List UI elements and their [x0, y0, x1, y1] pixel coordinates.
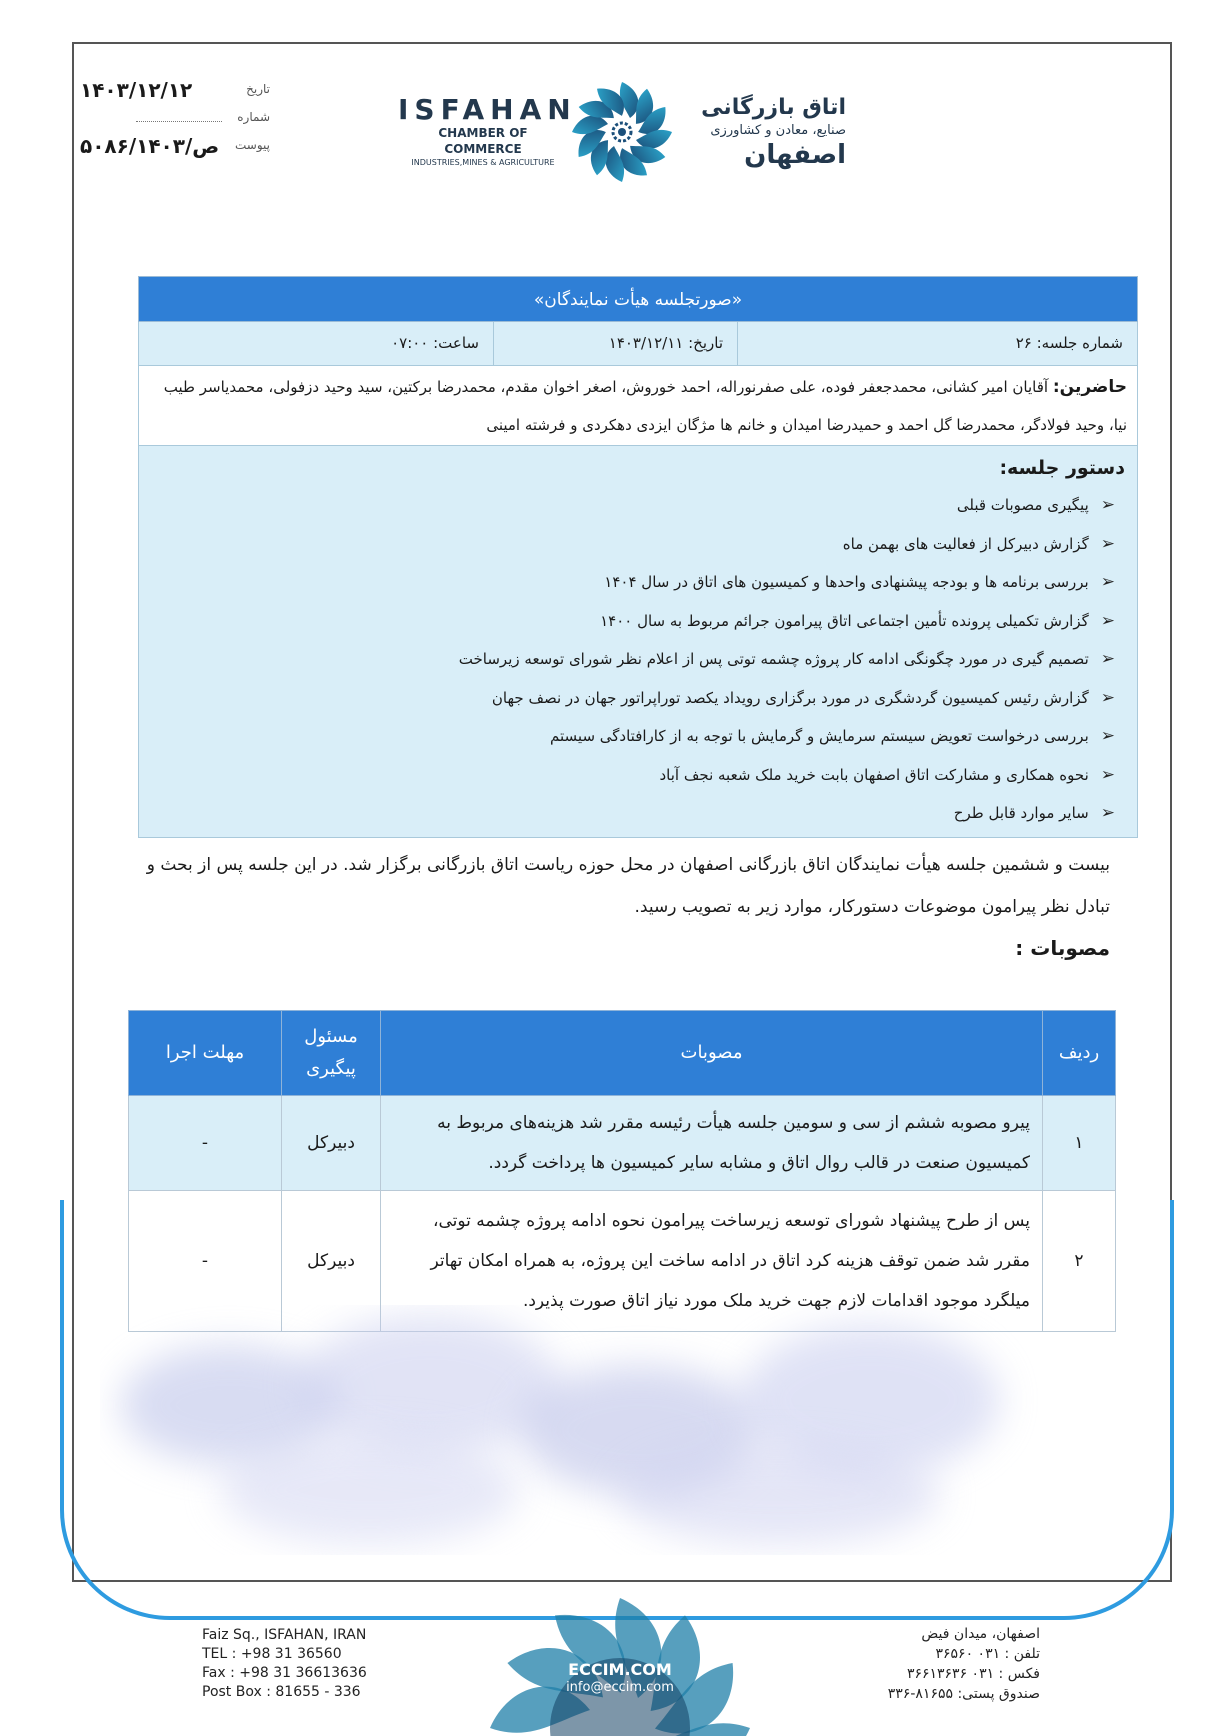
- letter-meta: [80, 78, 270, 162]
- footer-website[interactable]: ECCIM.COM: [568, 1660, 672, 1679]
- agenda-item: [151, 679, 1115, 718]
- dotted-line: [136, 121, 222, 122]
- col-deadline: مهلت اجرا: [129, 1011, 282, 1096]
- redacted-signatures: [100, 1305, 1100, 1555]
- arrow-bullet-icon: ➢: [1100, 649, 1115, 669]
- approval-owner: دبیرکل: [282, 1191, 381, 1332]
- agenda-item: [151, 563, 1115, 602]
- footer-fa-fax: فکس : ۰۳۱ ۳۶۶۱۳۶۳۶: [906, 1666, 1040, 1682]
- approval-text: پیرو مصوبه ششم از سی و سومین جلسه هیأت رئیسه مقرر شد هزینه‌های مربوط به کمیسیون صنعت در قالب روال اتاق و مشابه سایر کمیسیون ها پرداخت گردد.: [381, 1096, 1043, 1191]
- footer-fa-address: اصفهان، میدان فیض: [921, 1626, 1040, 1642]
- table-header-row: [129, 1011, 1116, 1096]
- footer-english-contact: [202, 1626, 367, 1702]
- blur-blob: [220, 1435, 520, 1545]
- col-owner: مسئول پیگیری: [282, 1011, 381, 1096]
- chamber-logo-icon: [568, 78, 676, 186]
- footer-fa-pobox: صندوق پستی: ۸۱۶۵۵-۳۳۶: [887, 1686, 1040, 1702]
- agenda-item: [151, 640, 1115, 679]
- logo-english: [398, 93, 577, 169]
- intro-paragraph: بیست و ششمین جلسه هیأت نمایندگان اتاق بازرگانی اصفهان در محل حوزه ریاست اتاق بازرگانی برگزار شد. در این جلسه پس از بحث و تبادل نظر پیرامون موضوعات دستورکار، موارد زیر به تصویب رسید.: [146, 855, 1110, 917]
- row-number: ۱: [1043, 1096, 1116, 1191]
- number-row: [80, 106, 270, 134]
- agenda-item: [151, 794, 1115, 833]
- number-label: شماره: [237, 110, 270, 124]
- approvals-heading: مصوبات :: [1015, 936, 1110, 960]
- agenda-title: دستور جلسه:: [999, 457, 1125, 479]
- agenda-item: [151, 756, 1115, 795]
- date-row: [80, 78, 270, 106]
- agenda-item-text: نحوه همکاری و مشارکت اتاق اصفهان بابت خرید ملک شعبه نجف آباد: [659, 765, 1089, 784]
- col-row-number: ردیف: [1043, 1011, 1116, 1096]
- arrow-bullet-icon: ➢: [1100, 495, 1115, 515]
- logo-fa-line2: صنایع، معادن و کشاورزی: [710, 123, 846, 138]
- approvals-table: [128, 1010, 1116, 1332]
- footer-fa-tel: تلفن : ۰۳۱ ۳۶۵۶۰: [935, 1646, 1040, 1662]
- agenda-item-text: بررسی برنامه ها و بودجه پیشنهادی واحدها و کمیسیون های اتاق در سال ۱۴۰۴: [604, 573, 1089, 591]
- arrow-bullet-icon: ➢: [1100, 803, 1115, 823]
- session-time: ساعت: ۰۷:۰۰: [391, 334, 479, 352]
- agenda-list: [151, 486, 1125, 833]
- attendees-text: آقایان امیر کشانی، محمدجعفر فوده، علی صفرنوراله، احمد خوروش، اصغر اخوان مقدم، محمدرضا برکتین، سید وحید دزفولی، محمدیاسر طیب نیا، وحید فولادگر، محمدرضا گل احمد و حمیدرضا امیدان و خانم ها مژگان ایزدی دهکردی و فرشته امینی: [163, 378, 1127, 434]
- logo-fa-line1: اتاق بازرگانی: [701, 95, 846, 120]
- agenda: [138, 446, 1138, 838]
- session-info-row: [138, 322, 1138, 366]
- attendees-label: حاضرین:: [1052, 377, 1127, 397]
- agenda-item: [151, 486, 1115, 525]
- agenda-item-text: پیگیری مصوبات قبلی: [956, 496, 1089, 514]
- footer-center-emblem: [450, 1588, 790, 1736]
- date-label: تاریخ: [246, 82, 270, 96]
- logo-persian: [676, 94, 846, 170]
- session-box: [138, 276, 1138, 838]
- arrow-bullet-icon: ➢: [1100, 764, 1115, 785]
- col-approvals: مصوبات: [381, 1011, 1043, 1096]
- footer-en-pobox: Post Box : 81655 - 336: [202, 1684, 361, 1700]
- number-value: ۵۰۸۶/ص/۱۴۰۳: [80, 134, 220, 158]
- attachment-row: [80, 134, 270, 162]
- arrow-bullet-icon: ➢: [1100, 572, 1115, 592]
- footer-email[interactable]: info@eccim.com: [566, 1680, 674, 1695]
- agenda-item-text: گزارش دبیرکل از فعالیت های بهمن ماه: [842, 534, 1089, 553]
- agenda-item-text: تصمیم گیری در مورد چگونگی ادامه کار پروژه چشمه توتی پس از اعلام نظر شورای توسعه زیرساخت: [458, 650, 1089, 668]
- footer-en-tel: TEL : +98 31 36560: [202, 1646, 342, 1662]
- footer-persian-contact: [820, 1624, 1040, 1704]
- logo-en-line1: ISFAHAN: [398, 93, 577, 126]
- agenda-item-text: گزارش تکمیلی پرونده تأمین اجتماعی اتاق پیرامون جرائم مربوط به سال ۱۴۰۰: [600, 611, 1089, 630]
- session-date: تاریخ: ۱۴۰۳/۱۲/۱۱: [493, 322, 737, 365]
- session-number: شماره جلسه: ۲۶: [737, 322, 1137, 365]
- agenda-item: [151, 717, 1115, 756]
- footer-en-fax: Fax : +98 31 36613636: [202, 1665, 367, 1681]
- arrow-bullet-icon: ➢: [1100, 533, 1115, 554]
- arrow-bullet-icon: ➢: [1100, 610, 1115, 631]
- session-title: «صورتجلسه هیأت نمایندگان»: [138, 276, 1138, 322]
- footer-en-address: Faiz Sq., ISFAHAN, IRAN: [202, 1627, 367, 1643]
- agenda-item-text: بررسی درخواست تعویض سیستم سرمایش و گرمایش با توجه به از کارافتادگی سیستم: [550, 727, 1089, 745]
- approval-owner: دبیرکل: [282, 1096, 381, 1191]
- blur-blob: [620, 1445, 940, 1545]
- attachment-label: پیوست: [235, 138, 270, 152]
- table-row: [129, 1096, 1116, 1191]
- agenda-item-text: سایر موارد قابل طرح: [953, 804, 1089, 822]
- arrow-bullet-icon: ➢: [1100, 687, 1115, 708]
- agenda-item: [151, 525, 1115, 564]
- row-number: ۲: [1043, 1191, 1116, 1332]
- logo-en-line2: CHAMBER OF COMMERCE: [438, 126, 528, 156]
- attendees: [138, 366, 1138, 446]
- approval-deadline: -: [129, 1191, 282, 1332]
- agenda-item-text: گزارش رئیس کمیسیون گردشگری در مورد برگزاری رویداد یکصد توراپراتور جهان در نصف جهان: [491, 688, 1089, 707]
- arrow-bullet-icon: ➢: [1100, 726, 1115, 746]
- logo-en-line3: INDUSTRIES,MINES & AGRICULTURE: [411, 158, 555, 167]
- agenda-item: [151, 602, 1115, 641]
- approval-text: پس از طرح پیشنهاد شورای توسعه زیرساخت پیرامون نحوه ادامه پروژه چشمه توتی، مقرر شد ضمن توقف هزینه کرد اتاق در ادامه ساخت این پروژه، به همراه امکان تهاتر میلگرد موجود اقدامات لازم جهت خرید ملک مورد نیاز اتاق صورت پذیرد.: [381, 1191, 1043, 1332]
- approval-deadline: -: [129, 1096, 282, 1191]
- logo-fa-line3: اصفهان: [744, 140, 846, 170]
- date-value: ۱۴۰۳/۱۲/۱۲: [80, 78, 193, 102]
